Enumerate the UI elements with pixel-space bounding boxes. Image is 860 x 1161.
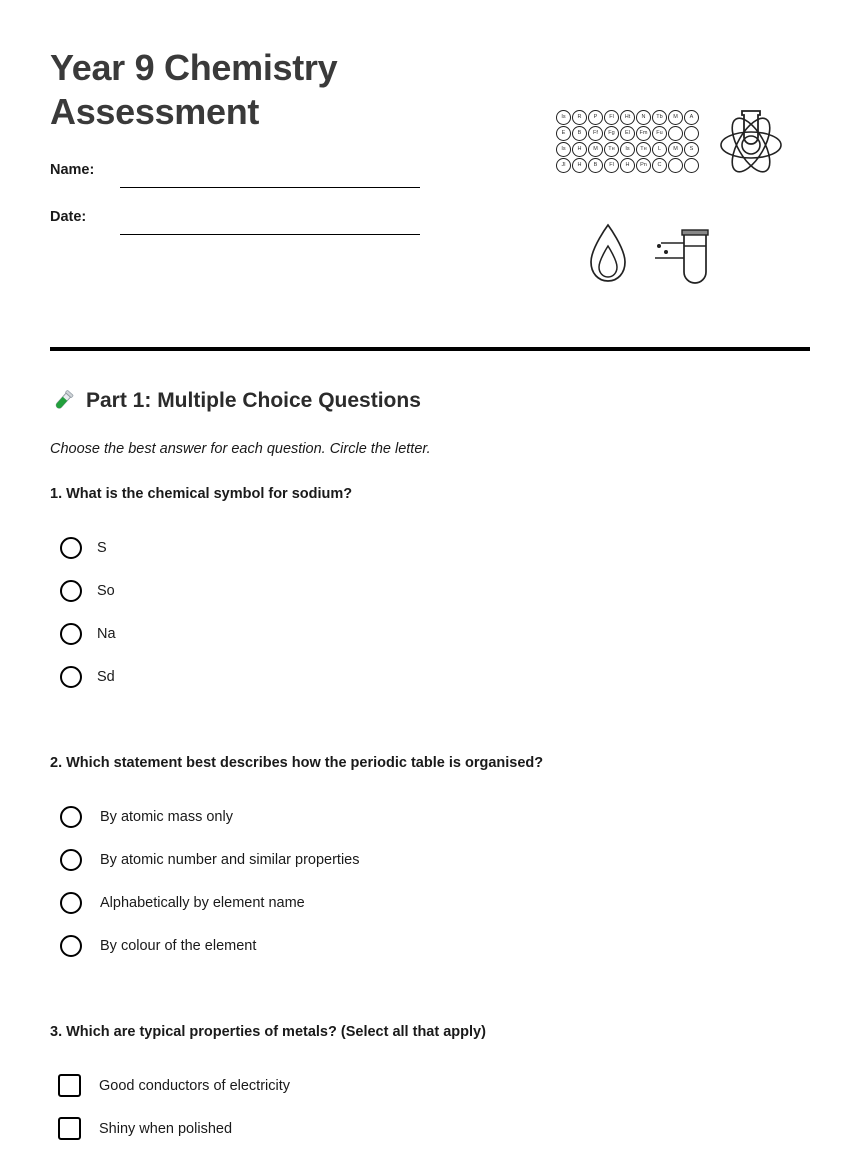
option-row[interactable] [50, 924, 790, 967]
element-circle: Is [556, 110, 571, 125]
option-row[interactable] [50, 838, 790, 881]
element-circle [684, 126, 699, 141]
date-field-label: Date: [50, 209, 87, 225]
element-circle: Fg [604, 126, 619, 141]
element-circle: S [684, 142, 699, 157]
element-circle: Tн [636, 142, 651, 157]
chemistry-artwork [548, 100, 808, 300]
name-field-label: Name: [50, 162, 95, 178]
element-circle: Is [556, 142, 571, 157]
question-1 [50, 486, 790, 698]
element-circle: C [652, 158, 667, 173]
question-3-options [50, 1064, 790, 1150]
checkbox[interactable] [58, 1117, 81, 1140]
element-circle: Fl [604, 158, 619, 173]
section-header [50, 388, 421, 414]
element-grid-icon [556, 110, 700, 174]
option-label: Alphabetically by element name [100, 894, 305, 911]
option-label: Sd [97, 668, 115, 685]
option-label: Good conductors of electricity [99, 1077, 291, 1094]
page-title: Year 9 Chemistry Assessment [50, 47, 338, 132]
element-circle: Ff [588, 126, 603, 141]
option-label: By atomic mass only [100, 808, 233, 825]
test-tube-icon [653, 226, 715, 284]
element-circle: M [588, 142, 603, 157]
element-circle: L [652, 142, 667, 157]
option-label: So [97, 582, 115, 599]
section-title: Part 1: Multiple Choice Questions [86, 389, 421, 412]
section-instructions: Choose the best answer for each question. Circle the letter. [50, 441, 431, 457]
element-circle [668, 158, 683, 173]
name-field-line[interactable] [120, 187, 420, 188]
radio-button[interactable] [60, 849, 82, 871]
option-row[interactable] [50, 881, 790, 924]
option-row[interactable] [50, 1064, 790, 1107]
radio-button[interactable] [60, 666, 82, 688]
element-circle: Fl [604, 110, 619, 125]
element-circle: H [572, 158, 587, 173]
element-circle: P [588, 110, 603, 125]
question-1-options [50, 526, 790, 698]
radio-button[interactable] [60, 623, 82, 645]
element-circle [668, 126, 683, 141]
radio-button[interactable] [60, 892, 82, 914]
option-label: S [97, 539, 107, 556]
date-field-row [50, 209, 470, 239]
section-divider [50, 347, 810, 351]
element-circle: Jl [556, 158, 571, 173]
question-3-text: 3. Which are typical properties of metals? (Select all that apply) [50, 1024, 486, 1040]
question-2 [50, 755, 790, 967]
element-circle: B [588, 158, 603, 173]
date-field-line[interactable] [120, 234, 420, 235]
option-row[interactable] [50, 526, 790, 569]
element-circle: R [572, 110, 587, 125]
atom-icon [716, 105, 786, 177]
element-circle: H [620, 158, 635, 173]
question-1-text: 1. What is the chemical symbol for sodium? [50, 486, 353, 502]
element-circle: E [556, 126, 571, 141]
element-circle: A [684, 110, 699, 125]
question-2-text: 2. Which statement best describes how the periodic table is organised? [50, 755, 544, 771]
question-2-options [50, 795, 790, 967]
element-circle: H [572, 142, 587, 157]
document-header [50, 46, 470, 225]
element-circle: Pn [636, 158, 651, 173]
element-circle: B [572, 126, 587, 141]
name-field-row [50, 162, 470, 192]
question-3 [50, 1024, 790, 1150]
option-row[interactable] [50, 655, 790, 698]
option-row[interactable] [50, 569, 790, 612]
element-circle [684, 158, 699, 173]
element-circle: M [668, 110, 683, 125]
radio-button[interactable] [60, 935, 82, 957]
option-label: By colour of the element [100, 937, 257, 954]
option-row[interactable] [50, 612, 790, 655]
element-circle: Tb [652, 110, 667, 125]
element-circle: Fm [636, 126, 651, 141]
element-circle: Fu [652, 126, 667, 141]
option-row[interactable] [50, 795, 790, 838]
element-circle: M [668, 142, 683, 157]
option-label: Shiny when polished [99, 1120, 233, 1137]
flame-icon [586, 222, 630, 284]
test-tube-emoji-icon [50, 388, 76, 414]
element-circle: Ht [620, 110, 635, 125]
element-circle: N [636, 110, 651, 125]
element-circle: El [620, 126, 635, 141]
element-circle: Tн [604, 142, 619, 157]
radio-button[interactable] [60, 580, 82, 602]
checkbox[interactable] [58, 1074, 81, 1097]
element-circle: Is [620, 142, 635, 157]
radio-button[interactable] [60, 537, 82, 559]
option-row[interactable] [50, 1107, 790, 1150]
radio-button[interactable] [60, 806, 82, 828]
option-label: Na [97, 625, 116, 642]
option-label: By atomic number and similar properties [100, 851, 360, 868]
